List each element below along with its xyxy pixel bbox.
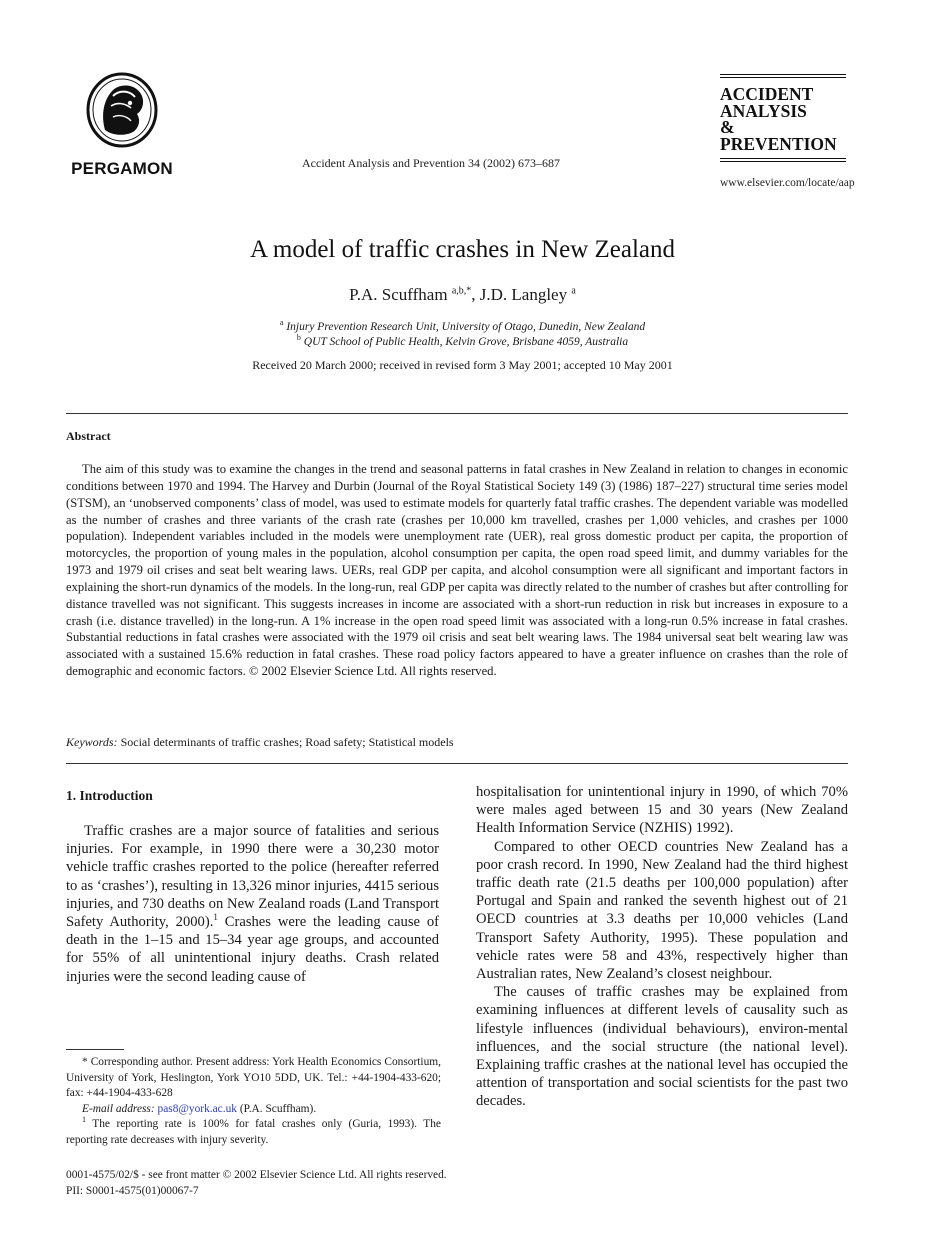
affiliation-mark: b [296,333,301,342]
author-marks: a [571,285,576,297]
footnote-divider [66,1049,124,1050]
keywords-label: Keywords: [66,735,118,749]
journal-masthead-name [720,86,846,152]
right-column [476,783,848,1111]
email-link[interactable]: pas8@york.ac.uk [157,1102,237,1115]
author-name: J.D. Langley [479,285,568,304]
email-suffix: (P.A. Scuffham). [236,1102,317,1115]
masthead-line: ANALYSIS [720,100,807,121]
keywords [66,735,454,750]
publisher-logo [66,70,178,179]
affiliation-text: QUT School of Public Health, Kelvin Grove, Brisbane 4059, Australia [303,335,629,348]
masthead-line: PREVENTION [720,133,837,154]
author-marks: a,b,* [451,285,472,297]
author-list [0,285,925,305]
footnote-1: $^1$ The reporting rate is 100% for fatal crashes only (Guria, 1993). The reporting rate decreases with injury severity. [66,1115,441,1146]
author-separator: , [471,285,480,304]
abstract-text: The aim of this study was to examine the changes in the trend and seasonal patterns in fatal crashes in New Zealand in relation to changes in economic conditions between 1970 and 1994. The Harvey and Durbin (Journal of the Royal Statistical Society 149 (3) (1986) 187–227) structural time series model (STSM), an ‘unobserved components’ class of model, was used to estimate models for quarterly fatal traffic crashes. The dependent variable was modelled as the number of crashes and three variants of the crash rate (crashes per 10,000 km travelled, crashes per 1,000 vehicles, and crashes per 1000 population). Independent variables included in the models were unemployment rate (UER), real gross domestic product per capita, the proportion of motorcycles, the proportion of young males in the population, alcohol consumption per capita, the open road speed limit, and dummy variables for the 1973 and 1979 oil crises and seat belt wearing laws. UERs, real GDP per capita, and alcohol consumption were all significant and important factors in explaining the short-run dynamics of the models. In the long-run, real GDP per capita was directly related to the number of crashes but after controlling for distance travelled was not significant. This suggests increases in income are associated with a short-run reduction in risk but increases in exposure to a crash (i.e. distance travelled) in the long-run. A 1% increase in the open road speed limit was associated with a long-run 0.5% increase in fatal crashes. Substantial reductions in fatal crashes were associated with the 1979 oil crisis and seat belt wearing laws. The 1984 universal seat belt wearing law was associated with a sustained 15.6% reduction in fatal crashes. These road policy factors appeared to have a greater influence on crashes than the role of demographic and economic factors. © 2002 Elsevier Science Ltd. All rights reserved. [66,462,848,679]
email-note [66,1102,441,1118]
publisher-name: PERGAMON [71,159,173,178]
keywords-list: Social determinants of traffic crashes; Road safety; Statistical models [120,735,454,749]
journal-citation: Accident Analysis and Prevention 34 (2002) 673–687 [302,156,560,170]
affiliation-text: Injury Prevention Research Unit, University of Otago, Dunedin, New Zealand [286,320,646,333]
pergamon-emblem-icon [83,70,161,150]
received-dates: Received 20 March 2000; received in revised form 3 May 2001; accepted 10 May 2001 [252,358,673,372]
body-paragraph: The causes of traffic crashes may be explained from examining influences at different levels of causality such as lifestyle influences (individual behaviours), environ-mental influences, and the social structure (the national level). Explaining traffic crashes at the national level has occupied the attention of transportation and social scientists for the past two decades. [476,984,848,1110]
issn-line: 0001-4575/02/$ - see front matter © 2002 Elsevier Science Ltd. All rights reserved. [66,1169,447,1181]
author-name: P.A. Scuffham [349,285,448,304]
footnote-ref[interactable]: 1 [213,912,218,923]
journal-masthead [720,74,846,164]
body-paragraph: Compared to other OECD countries New Zealand has a poor crash record. In 1990, New Zealand had the third highest traffic death rate (21.5 deaths per 100,000 population) after Portugal and Spain and ranked the seventh highest out of 21 OECD countries at 3.3 deaths per 10,000 vehicles (Land Transport Safety Authority, 1995). These population and vehicle rates were 58 and 43%, respectively higher than Australian rates, New Zealand’s closest neighbour. [476,838,848,983]
divider [66,763,848,764]
left-column [66,788,439,986]
footnotes [66,1055,441,1149]
divider [66,413,848,414]
body-paragraph: Traffic crashes are a major source of fatalities and serious injuries. For example, in 1990 there were a 30,230 motor vehicle traffic crashes reported to the police (hereafter referred to as ‘crashes’), resulting in 13,326 minor injuries, 4415 serious injuries, and 730 deaths on New Zealand roads (Land Transport Safety Authority, 2000).$^1$ Crashes were the leading cause of death in the 1–15 and 15–34 year age groups, and accounted for 55% of all unintentional injury deaths. Crash related injuries were the second leading cause of [66,823,439,985]
journal-website[interactable]: www.elsevier.com/locate/aap [720,177,855,189]
affiliation [0,333,925,348]
masthead-line: ACCIDENT [720,84,814,104]
masthead-line: & [720,117,735,137]
affiliation-mark: a [279,318,284,327]
article-title: A model of traffic crashes in New Zealand [249,236,676,263]
copyright-meta [66,1168,447,1199]
pii-line: PII: S0001-4575(01)00067-7 [66,1184,199,1197]
corresponding-author-note: * Corresponding author. Present address: York Health Economics Consortium, University of York, Heslington, York YO10 5DD, UK. Tel.: +44-1904-433-620; fax: +44-1904-433-628 [66,1056,441,1100]
email-label: E-mail address: [82,1102,155,1115]
affiliation [0,318,925,333]
abstract-heading: Abstract [66,429,111,443]
footnote-mark: 1 [82,1115,86,1125]
section-heading: 1. Introduction [66,788,153,803]
body-paragraph: hospitalisation for unintentional injury in 1990, of which 70% were males aged between 15 and 30 years (New Zealand Health Information Service (NZHIS) 1992). [476,784,848,837]
